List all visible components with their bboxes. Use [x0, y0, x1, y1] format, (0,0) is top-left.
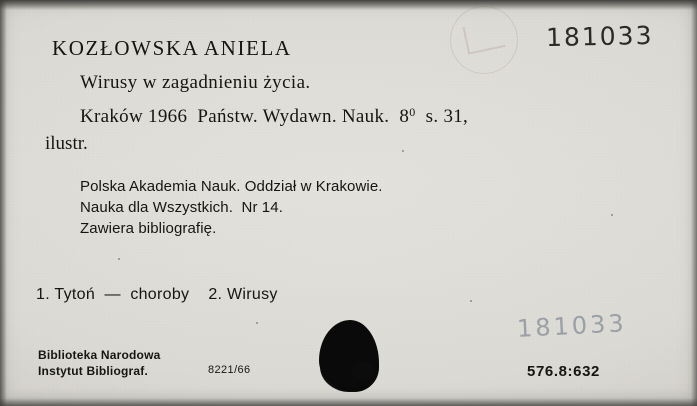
note-line-2: Nauka dla Wszystkich. Nr 14. — [80, 199, 283, 216]
imprint-line-2: ilustr. — [45, 133, 88, 154]
imprint-line-1 — [80, 106, 468, 128]
scan-edge-right — [691, 0, 697, 406]
paper-speck — [611, 214, 613, 216]
paper-speck — [256, 322, 258, 324]
scan-edge-bottom — [0, 398, 697, 406]
ink-blot-secondary-icon — [352, 362, 374, 380]
imprint-pages: s. 31, — [415, 106, 469, 127]
scan-edge-left — [0, 0, 7, 406]
note-line-3: Zawiera bibliografię. — [80, 220, 217, 237]
title-statement: Wirusy w zagadnieniu życia. — [80, 72, 311, 93]
library-name-line-1: Biblioteka Narodowa — [38, 348, 161, 362]
classmark: 576.8:632 — [527, 363, 600, 380]
imprint-main: Kraków 1966 Państw. Wydawn. Nauk. 8 — [80, 106, 410, 127]
circular-stamp-icon — [450, 6, 518, 74]
form-number: 8221/66 — [208, 364, 251, 376]
paper-speck — [470, 300, 472, 302]
accession-number-top: 181033 — [545, 20, 654, 53]
accession-number-bottom: 181033 — [516, 309, 628, 343]
scan-edge-top — [0, 0, 697, 10]
imprint-format-superscript: 0 — [409, 105, 416, 119]
subject-headings: 1. Tytoń — choroby 2. Wirusy — [36, 286, 278, 303]
library-name-line-2: Instytut Bibliograf. — [38, 364, 148, 378]
paper-speck — [402, 150, 404, 152]
author-heading: KOZŁOWSKA ANIELA — [52, 36, 292, 60]
note-line-1: Polska Akademia Nauk. Oddział w Krakowie. — [80, 178, 383, 195]
paper-speck — [118, 258, 120, 260]
